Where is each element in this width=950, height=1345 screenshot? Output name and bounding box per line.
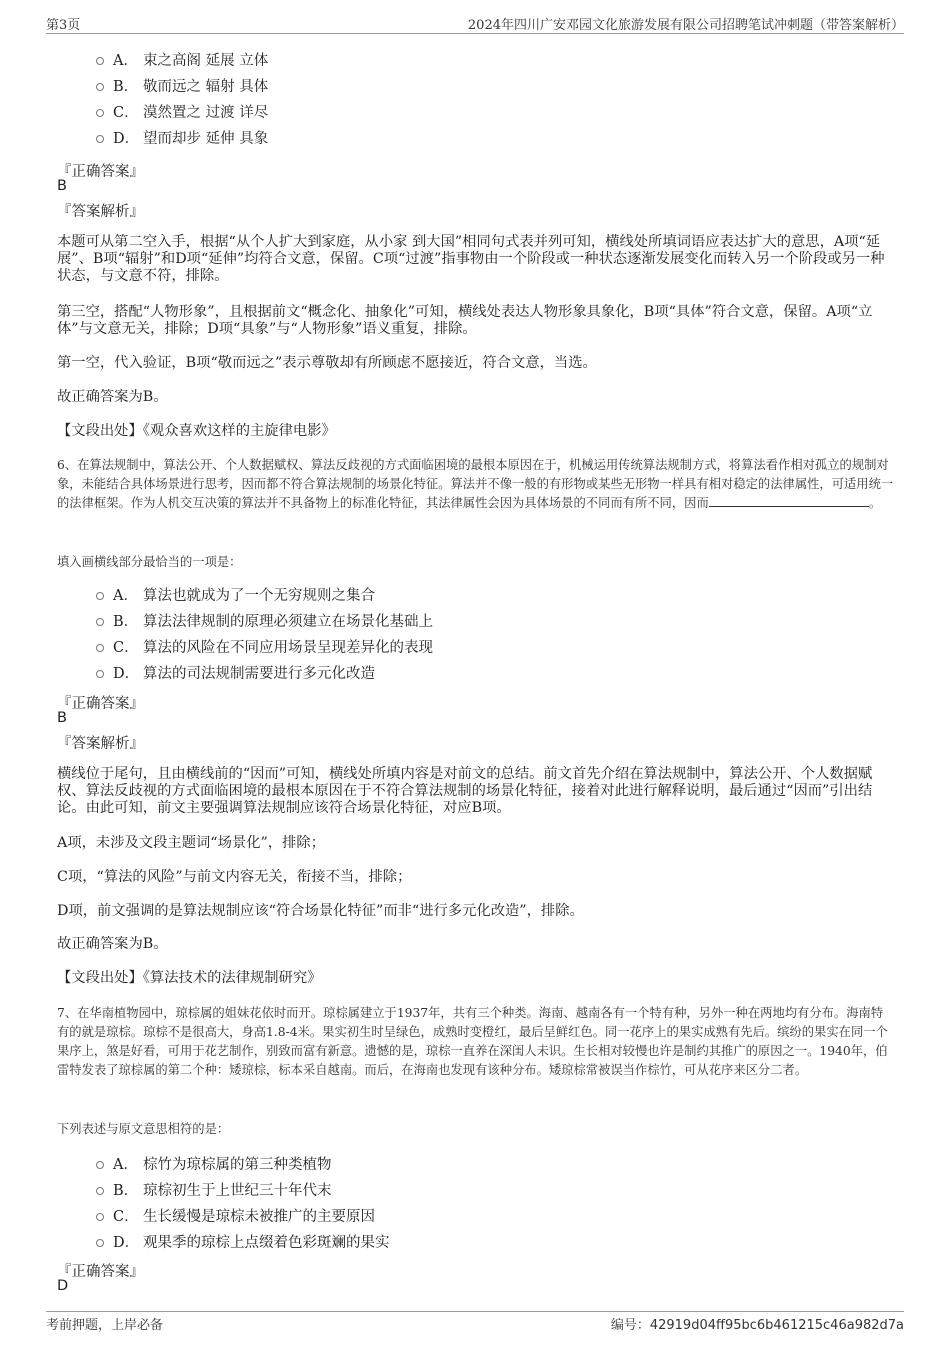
radio-icon[interactable]	[96, 83, 104, 91]
q6-analysis-label: 『答案解析』	[57, 736, 144, 752]
radio-icon[interactable]	[96, 1213, 104, 1221]
q7-stem: 7、在华南植物园中，琼棕属的姐妹花依时而开。琼棕属建立于1937年，共有三个种类。海南、越南各有一个特有种，另外一种在两地均有分布。海南特有的就是琼棕。琼棕不是很高大，身高1.8-4米。果实初生时呈绿色，成熟时变橙红，最后呈鲜红色。同一花序上的果实成熟有先后。缤纷的果实在同一个果序上，煞是好看，可用于花艺制作，别致而富有新意。遗憾的是，琼棕一直养在深闺人未识。生长相对较慢也许是制约其推广的原因之一。1940年，伯雷特发表了琼棕属的第二个种：矮琼棕，标本采自越南。而后，在海南也发现有该种分布。矮琼棕常被误当作棕竹，可从花序来区分二者。	[57, 1006, 888, 1077]
radio-icon[interactable]	[96, 592, 104, 600]
q7-option-c[interactable]: C． 生长缓慢是琼棕未被推广的主要原因	[96, 1202, 390, 1228]
radio-icon[interactable]	[96, 57, 104, 65]
q5-answer: B	[57, 178, 67, 194]
q6-analysis-conclusion: 故正确答案为B。	[57, 936, 168, 952]
q6-options	[96, 581, 433, 685]
header-divider	[46, 33, 904, 34]
q5-correct-answer-label: 『正确答案』	[57, 164, 144, 180]
q5-option-b[interactable]: B． 敬而远之 辐射 具体	[96, 72, 268, 98]
footer-slogan: 考前押题，上岸必备	[46, 1318, 164, 1333]
q6-option-c[interactable]: C． 算法的风险在不同应用场景呈现差异化的表现	[96, 633, 433, 659]
q6-option-d[interactable]: D． 算法的司法规制需要进行多元化改造	[96, 659, 433, 685]
q6-analysis-paragraph-1: 横线位于尾句，且由横线前的“因而”可知，横线处所填内容是对前文的总结。前文首先介绍在算法规制中，算法公开、个人数据赋权、算法反歧视的方式面临困境的最根本原因在于不符合算法规制的场景化特征，接着对此进行解释说明，最后通过“因而”引出结论。由此可知，前文主要强调算法规制应该符合场景化特征，对应B项。	[57, 766, 873, 816]
q7-answer: D	[57, 1278, 69, 1294]
q5-option-d[interactable]: D． 望而却步 延伸 具象	[96, 124, 268, 150]
radio-icon[interactable]	[96, 1161, 104, 1169]
q6-analysis-option-d: D项，前文强调的是算法规制应该“符合场景化特征”而非“进行多元化改造”，排除。	[57, 903, 584, 919]
q5-source: 【文段出处】《观众喜欢这样的主旋律电影》	[57, 423, 336, 439]
document-code: 编号：42919d04ff95bc6b461215c46a982d7a	[610, 1318, 904, 1333]
q7-option-a[interactable]: A． 棕竹为琼棕属的第三种类植物	[96, 1150, 390, 1176]
q6-source: 【文段出处】《算法技术的法律规制研究》	[57, 970, 322, 986]
page-number: 第3页	[46, 18, 81, 33]
radio-icon[interactable]	[96, 1239, 104, 1247]
q6-option-b[interactable]: B． 算法法律规制的原理必须建立在场景化基础上	[96, 607, 433, 633]
q5-analysis-paragraph-2: 第三空，搭配“人物形象”，且根据前文“概念化、抽象化”可知，横线处表达人物形象具象化，B项“具体”符合文意，保留。A项“立体”与文意无关，排除；D项“具象”与“人物形象”语义重复，排除。	[57, 304, 873, 337]
q6-analysis-option-c: C项，“算法的风险”与前文内容无关，衔接不当，排除；	[57, 869, 412, 885]
radio-icon[interactable]	[96, 109, 104, 117]
radio-icon[interactable]	[96, 135, 104, 143]
footer-divider	[46, 1311, 904, 1312]
radio-icon[interactable]	[96, 644, 104, 652]
q5-options	[96, 46, 268, 150]
q6-option-a[interactable]: A． 算法也就成为了一个无穷规则之集合	[96, 581, 433, 607]
q5-analysis-label: 『答案解析』	[57, 204, 144, 220]
q5-analysis-paragraph-1: 本题可从第二空入手，根据“从个人扩大到家庭，从小家 到大国”相同句式表并列可知，横线处所填词语应表达扩大的意思，A项“延展”、B项“辐射”和D项“延伸”均符合文意，保留。C项“过渡”指事物由一个阶段或一种状态逐渐发展变化而转入另一个阶段或另一种状态，与文意不符，排除。	[57, 234, 885, 284]
q6-analysis-option-a: A项，未涉及文段主题词“场景化”，排除；	[57, 835, 325, 851]
q6-stem: 6、在算法规制中，算法公开、个人数据赋权、算法反歧视的方式面临困境的最根本原因在于，机械运用传统算法规制方式，将算法看作相对孤立的规制对象，未能结合具体场景进行思考，因而都不符合算法规制的场景化特征。算法并不像一般的有形物或某些无形物一样具有相对稳定的法律属性，可适用统一的法律框架。作为人机交互决策的算法并不具备物上的标准化特征，其法律属性会因为具体场景的不同而有所不同，因而 。	[57, 458, 894, 510]
q6-correct-answer-label: 『正确答案』	[57, 696, 144, 712]
q6-answer: B	[57, 710, 67, 726]
document-title: 2024年四川广安邓园文化旅游发展有限公司招聘笔试冲刺题（带答案解析）	[467, 18, 904, 33]
q5-analysis-conclusion: 故正确答案为B。	[57, 389, 168, 405]
radio-icon[interactable]	[96, 670, 104, 678]
q7-option-d[interactable]: D． 观果季的琼棕上点缀着色彩斑斓的果实	[96, 1228, 390, 1254]
q5-analysis-paragraph-3: 第一空，代入验证，B项“敬而远之”表示尊敬却有所顾虑不愿接近，符合文意，当选。	[57, 355, 597, 371]
q7-option-b[interactable]: B． 琼棕初生于上世纪三十年代末	[96, 1176, 390, 1202]
q5-option-a[interactable]: A． 束之高阁 延展 立体	[96, 46, 268, 72]
q7-correct-answer-label: 『正确答案』	[57, 1264, 144, 1280]
fill-blank-line	[709, 494, 869, 507]
radio-icon[interactable]	[96, 618, 104, 626]
q6-prompt: 填入画横线部分最恰当的一项是：	[57, 555, 242, 569]
q5-option-c[interactable]: C． 漠然置之 过渡 详尽	[96, 98, 268, 124]
radio-icon[interactable]	[96, 1187, 104, 1195]
q7-prompt: 下列表述与原文意思相符的是：	[57, 1122, 230, 1136]
q7-options	[96, 1150, 390, 1254]
